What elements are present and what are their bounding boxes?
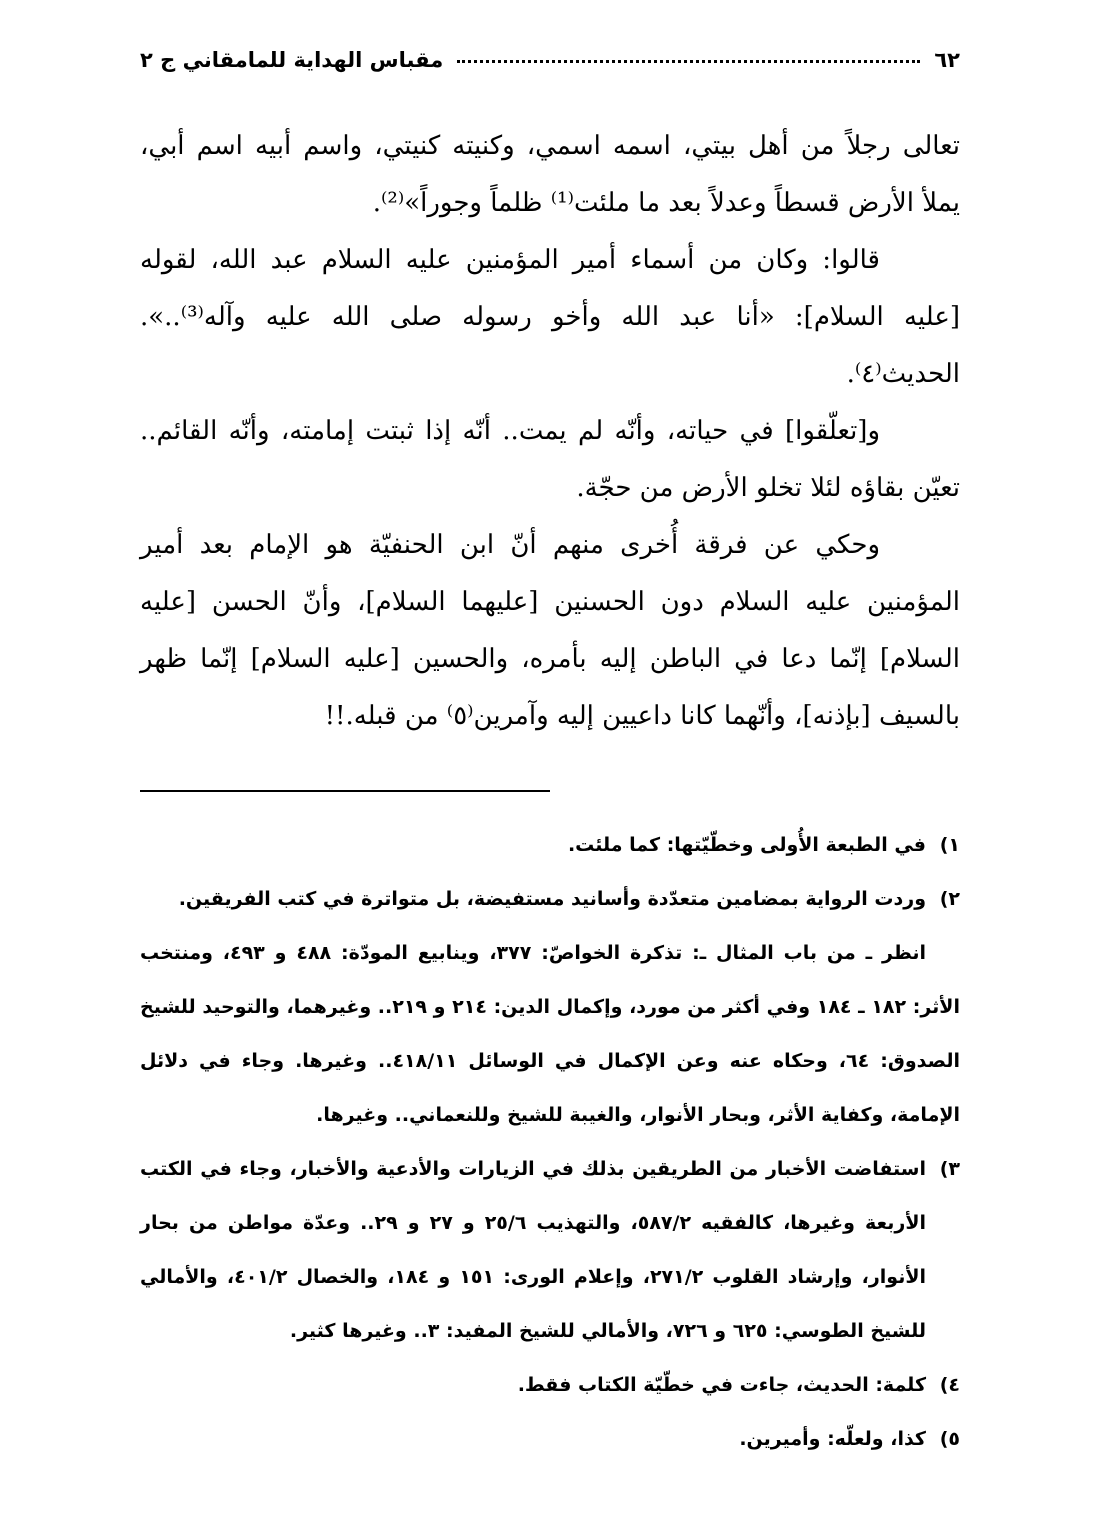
book-page: [140, 0, 960, 1521]
running-title: مقباس الهداية للمامقاني ج ٢: [140, 48, 444, 72]
footnote-text: استفاضت الأخبار من الطريقين بذلك في الزيارات والأدعية والأخبار، وجاء في الكتب الأربعة وغيرها، كالفقيه ٥٨٧/٢، والتهذيب ٢٥/٦ و ٢٧ و ٢٩.. وعدّة مواطن من بحار الأنوار، وإرشاد القلوب ٢٧١/٢، وإعلام الورى: ١٥١ و ١٨٤، والخصال ٤٠١/٢، والأمالي للشيخ الطوسي: ٦٢٥ و ٧٢٦، والأمالي للشيخ المفيد: ٣.. وغيرها كثير.: [140, 1158, 926, 1342]
paragraph: وحكي عن فرقة أُخرى منهم أنّ ابن الحنفيّة هو الإمام بعد أمير المؤمنين عليه السلام دون الحسنين [عليهما السلام]، وأنّ الحسن [عليه السلام] إنّما دعا في الباطن إليه بأمره، والحسين [عليه السلام] إنّما ظهر بالسيف [بإذنه]، وأنّهما كانا داعيين إليه وآمرين⁽٥⁾ من قبله.!!: [140, 530, 960, 731]
footnote-number: ١): [939, 834, 960, 856]
paragraph: تعالى رجلاً من أهل بيتي، اسمه اسمي، وكنيته كنيتي، واسم أبيه اسم أبي، يملأ الأرض قسطاً وعدلاً بعد ما ملئت⁽¹⁾ ظلماً وجوراً»⁽²⁾.: [140, 131, 960, 218]
header-leader-dots: [457, 52, 920, 63]
footnote-text: في الطبعة الأُولى وخطّيّتها: كما ملئت.: [567, 834, 926, 856]
footnote-text: كذا، ولعلّه: وأميرين.: [739, 1428, 926, 1450]
footnote-divider: [140, 790, 550, 792]
paragraph: قالوا: وكان من أسماء أمير المؤمنين عليه السلام عبد الله، لقوله [عليه السلام]: «أنا عبد الله وأخو رسوله صلى الله عليه وآله⁽³⁾..». الحديث⁽٤⁾.: [140, 245, 960, 389]
footnote: [140, 872, 960, 926]
page-number: ٦٢: [934, 48, 960, 72]
running-header: [140, 40, 960, 80]
footnote-number: ٥): [939, 1428, 960, 1450]
footnote-number: ٢): [939, 888, 960, 910]
footnote: [140, 1412, 960, 1466]
paragraph: و[تعلّقوا] في حياته، وأنّه لم يمت.. أنّه إذا ثبتت إمامته، وأنّه القائم.. تعيّن بقاؤه لئلا تخلو الأرض من حجّة.: [140, 416, 960, 503]
footnotes: [140, 818, 960, 1466]
footnote-number: ٤): [939, 1374, 960, 1396]
main-text: [140, 118, 960, 745]
footnote-text: كلمة: الحديث، جاءت في خطّيّة الكتاب فقط.: [517, 1374, 926, 1396]
footnote-text: وردت الرواية بمضامين متعدّدة وأسانيد مستفيضة، بل متواترة في كتب الفريقين.: [178, 888, 926, 910]
footnote: [140, 1142, 960, 1358]
footnote-continuation: انظر ـ من باب المثال ـ: تذكرة الخواصّ: ٣٧٧، وينابيع المودّة: ٤٨٨ و ٤٩٣، ومنتخب الأثر: ١٨٢ ـ ١٨٤ وفي أكثر من مورد، وإكمال الدين: ٢١٤ و ٢١٩.. وغيرهما، والتوحيد للشيخ الصدوق: ٦٤، وحكاه عنه وعن الإكمال في الوسائل ٤١٨/١١.. وغيرها. وجاء في دلائل الإمامة، وكفاية الأثر، وبحار الأنوار، والغيبة للشيخ وللنعماني.. وغيرها.: [140, 942, 960, 1126]
footnote: [140, 1358, 960, 1412]
footnote-number: ٣): [939, 1158, 960, 1180]
footnote: [140, 818, 960, 872]
